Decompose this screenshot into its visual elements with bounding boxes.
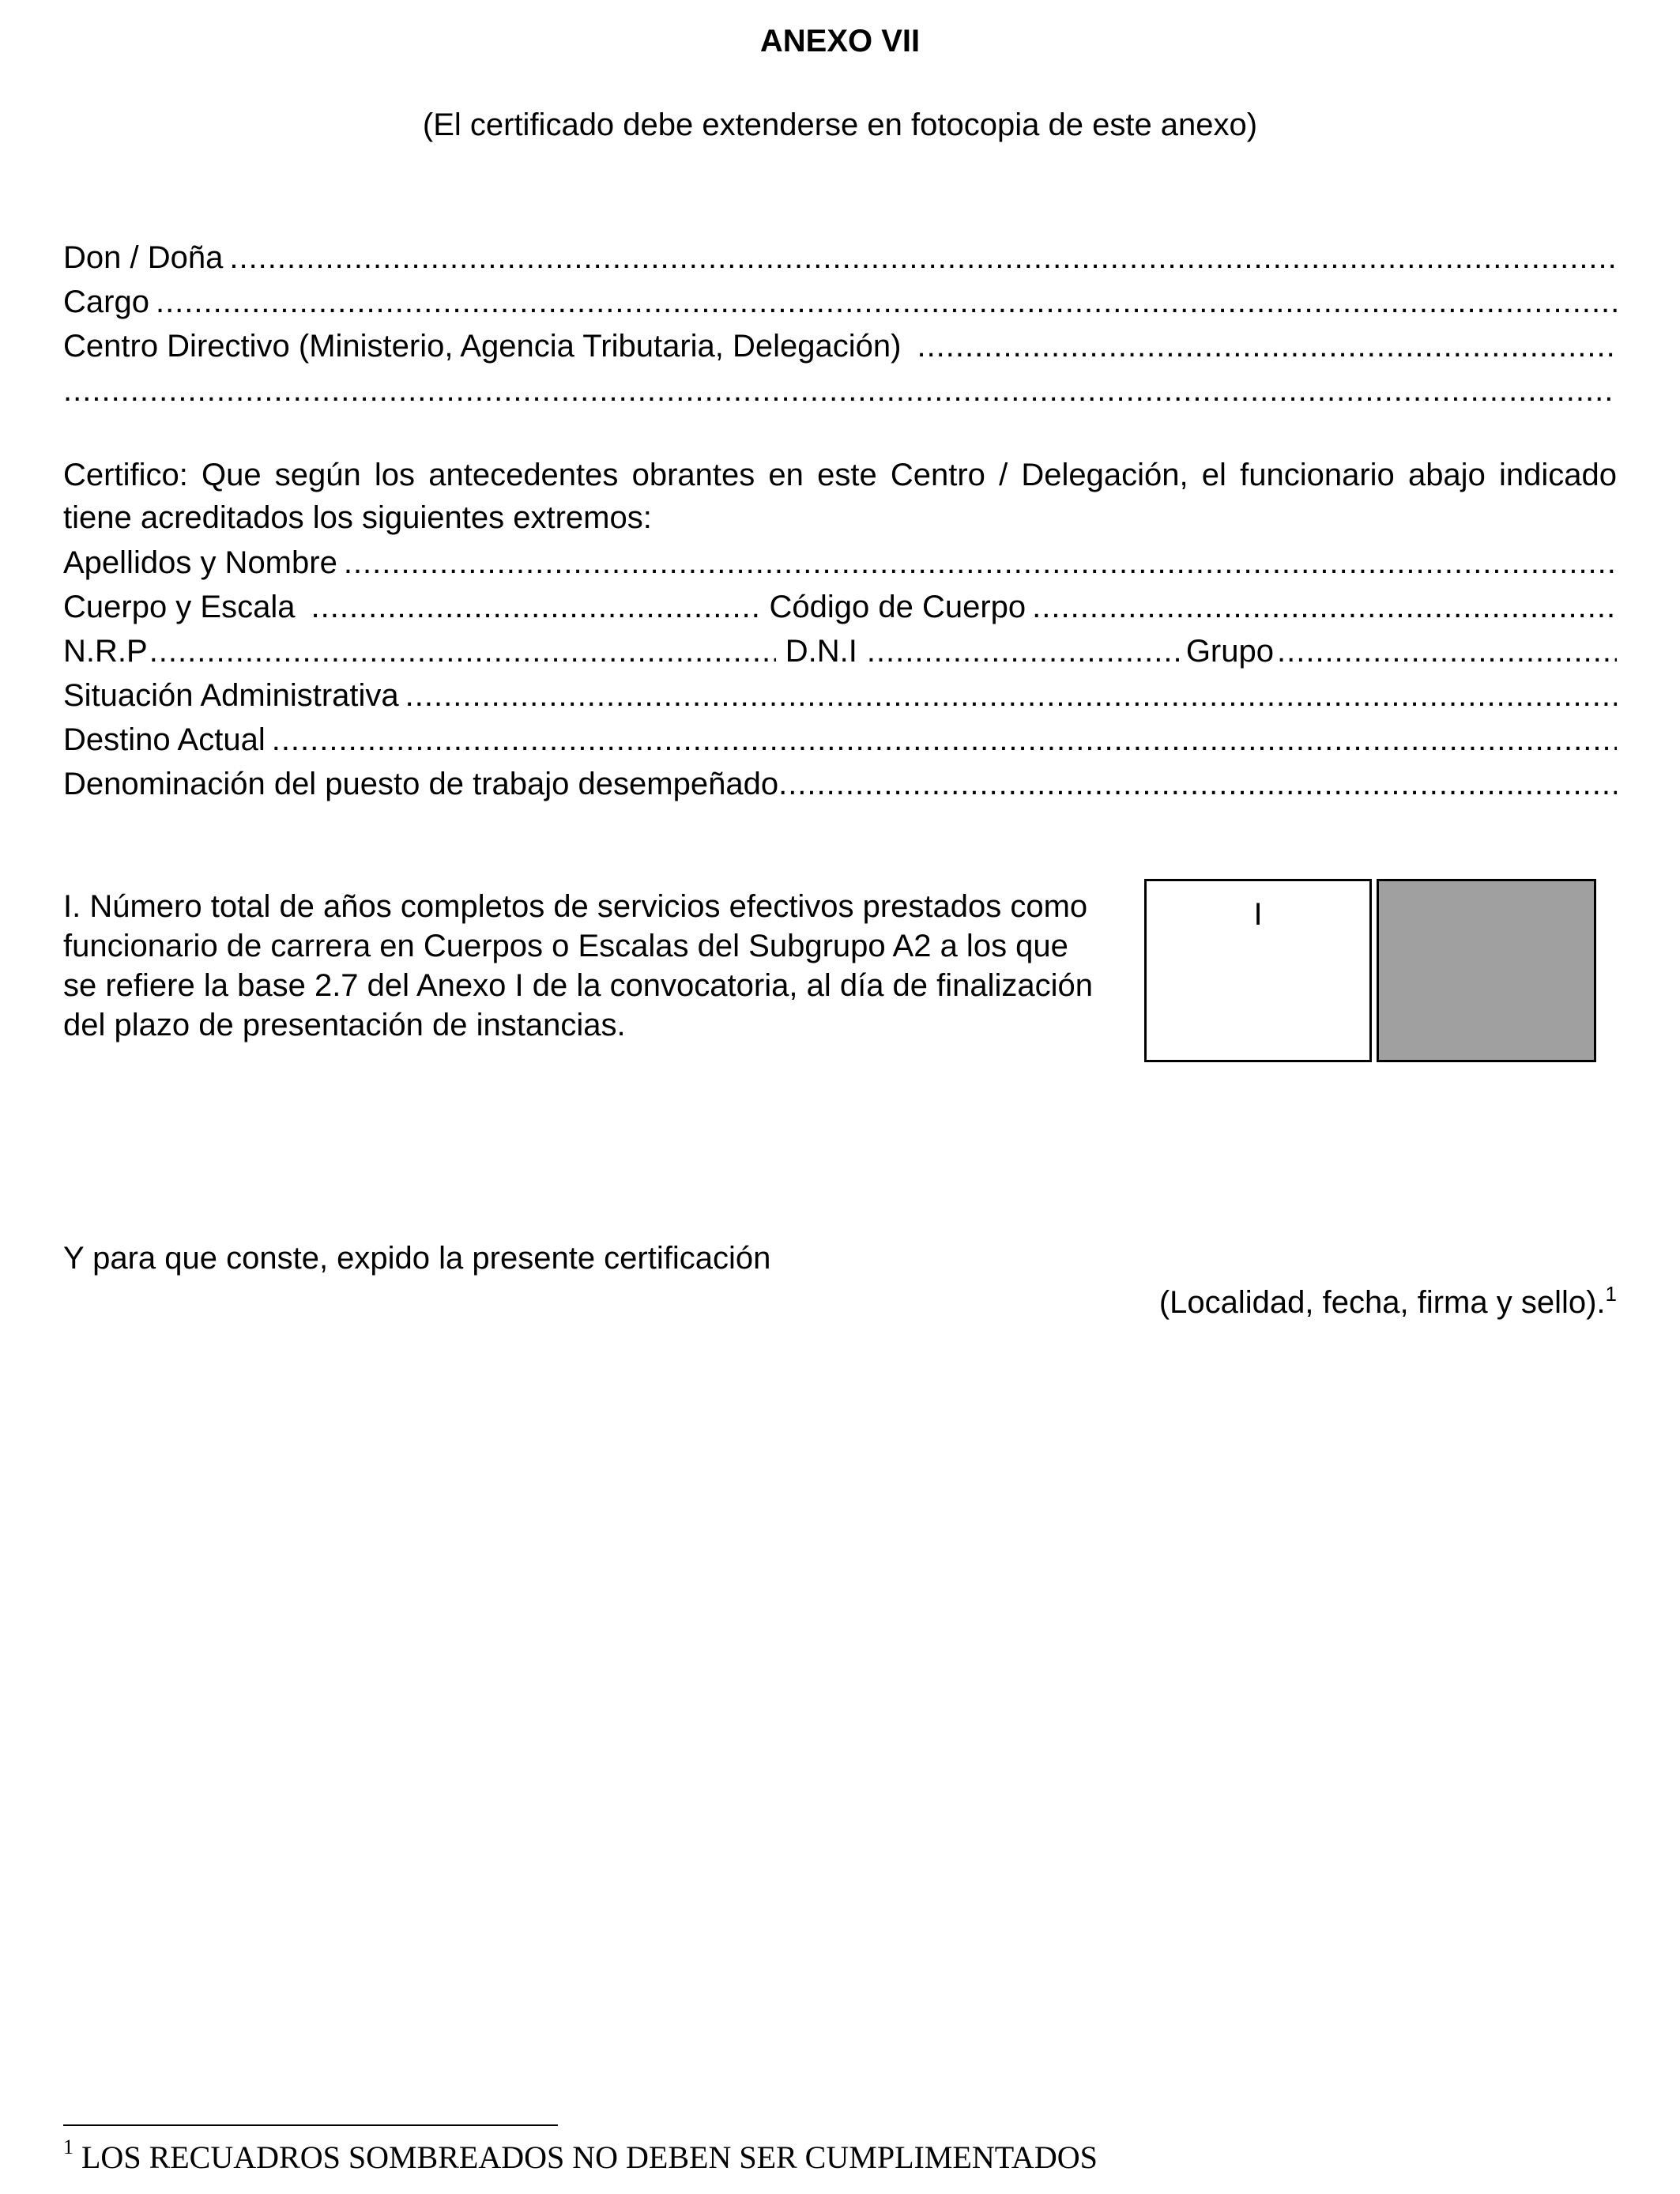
don-dona-label: Don / Doña [63,240,224,275]
nrp-label: N.R.P [63,634,148,669]
apellidos-line[interactable] [63,542,1617,583]
situacion-line[interactable] [63,675,1617,716]
closing-text: Y para que conste, expido la presente certificación [63,1241,771,1276]
section-one-shaded-box [1377,879,1596,1062]
denominacion-label: Denominación del puesto de trabajo desempeñado [63,767,779,801]
cargo-label: Cargo [63,285,149,319]
codigo-cuerpo-label: Código de Cuerpo [769,590,1026,624]
centro-directivo-line[interactable] [63,326,1617,367]
situacion-label: Situación Administrativa [63,678,399,713]
cargo-fill[interactable] [156,281,1617,322]
denominacion-fill[interactable] [778,763,1617,805]
nrp-line[interactable] [63,631,1617,672]
section-one-answer-box[interactable] [1144,879,1372,1062]
page-subtitle: (El certificado debe extenderse en fotocopia de este anexo) [422,107,1258,142]
nrp-fill[interactable] [149,631,776,672]
centro-directivo-fill[interactable] [917,326,1617,367]
destino-fill[interactable] [272,719,1617,760]
page-title: ANEXO VII [759,24,921,58]
situacion-fill[interactable] [405,675,1617,716]
certifico-paragraph: Certifico: Que según los antecedentes obrantes en este Centro / Delegación, el funcionario abajo indicado tiene acreditados los siguientes extremos: [63,458,1617,535]
don-dona-line[interactable] [63,237,1617,278]
footnote-text: LOS RECUADROS SOMBREADOS NO DEBEN SER CUMPLIMENTADOS [81,2139,1098,2175]
cuerpo-escala-fill[interactable] [311,586,759,628]
signature-line [1158,1282,1617,1321]
apellidos-label: Apellidos y Nombre [63,545,337,580]
signature-text: (Localidad, fecha, firma y sello). [1158,1285,1606,1320]
grupo-label: Grupo [1185,634,1274,669]
footnote-divider [63,2124,558,2126]
centro-directivo-label: Centro Directivo (Ministerio, Agencia Tributaria, Delegación) [63,329,902,364]
signature-footnote-mark: 1 [1605,1282,1617,1306]
dni-fill[interactable] [867,631,1181,672]
apellidos-fill[interactable] [344,542,1617,583]
section-one-box-label: I [1253,897,1263,932]
destino-label: Destino Actual [63,722,266,757]
cuerpo-line[interactable] [63,586,1617,628]
grupo-fill[interactable] [1277,631,1617,672]
codigo-cuerpo-fill[interactable] [1032,586,1617,628]
footnote [63,2136,1098,2176]
footnote-mark: 1 [63,2136,73,2158]
dni-label: D.N.I [785,634,857,669]
section-one-text: I. Número total de años completos de servicios efectivos prestados como funcionario de carrera en Cuerpos o Escalas del Subgrupo A2 a los que se refiere la base 2.7 del Anexo I de la convocatoria, al día de finalización del plazo de presentación de instancias. [63,889,1094,1042]
cuerpo-escala-label: Cuerpo y Escala [63,590,296,624]
denominacion-line[interactable] [63,763,1617,805]
destino-line[interactable] [63,719,1617,760]
centro-directivo-continuation[interactable] [63,370,1617,411]
don-dona-fill[interactable] [229,237,1617,278]
centro-directivo-fill-2[interactable] [63,370,1617,411]
cargo-line[interactable] [63,281,1617,322]
